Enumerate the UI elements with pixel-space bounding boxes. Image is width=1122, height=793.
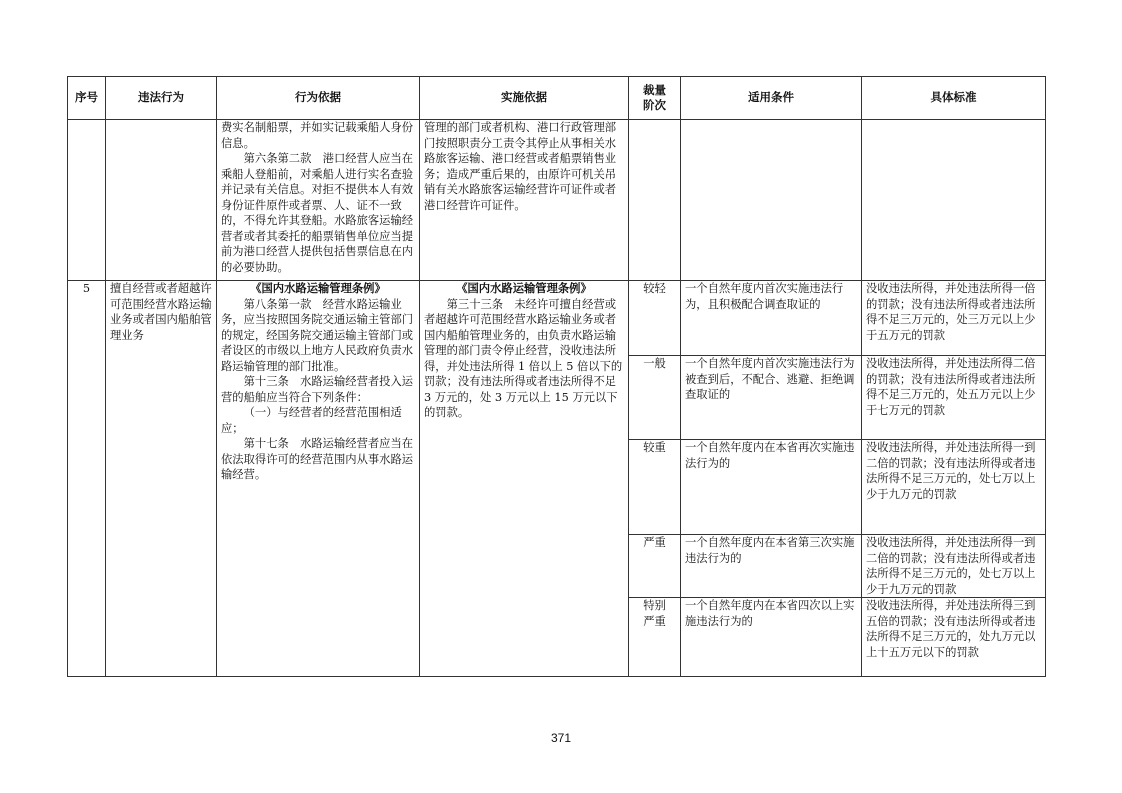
cell-standard: 没收违法所得，并处违法所得三到五倍的罚款；没有违法所得或者违法所得不足三万元的，处九万元以上十五万元以下的罚款 xyxy=(862,598,1046,677)
basis-text: 第十七条 水路运输经营者应当在依法取得许可的经营范围内从事水路运输经营。 xyxy=(221,437,414,481)
cell-condition: 一个自然年度内在本省再次实施违法行为的 xyxy=(681,440,862,535)
impl-text: 第三十三条 未经许可擅自经营或者超越许可范围经营水路运输业务或者国内船舶管理业务的，由负责水路运输管理的部门责令停止经营，没收违法所得，并处违法所得 1 倍以上 5 倍以下的罚款；没有违法所得或者违法所得不足 3 万元的，处 3 万元以上 15 万元以下的罚款。 xyxy=(424,297,623,419)
cell-basis xyxy=(217,281,420,677)
cell-basis-continued xyxy=(217,120,420,281)
basis-title: 《国内水路运输管理条例》 xyxy=(250,281,386,295)
cell-violation-empty xyxy=(106,120,217,281)
level-line1: 特别 xyxy=(643,599,666,612)
cell-level: 较重 xyxy=(629,440,681,535)
basis-text: 第六条第二款 港口经营人应当在乘船人登船前，对乘船人进行实名查验并记录有关信息。对拒不提供本人有效身份证件原件或者票、人、证不一致的，不得允许其登船。水路旅客运输经营者或者其委托的船票销售单位应当提前为港口经营人提供包括售票信息在内的必要协助。 xyxy=(221,152,414,274)
cell-impl-continued xyxy=(420,120,629,281)
header-no: 序号 xyxy=(68,77,106,120)
cell-standard: 没收违法所得，并处违法所得一倍的罚款；没有违法所得或者违法所得不足三万元的，处三万元以上少于五万元的罚款 xyxy=(862,281,1046,356)
impl-title: 《国内水路运输管理条例》 xyxy=(456,281,592,295)
cell-level: 严重 xyxy=(629,535,681,598)
cell-condition: 一个自然年度内首次实施违法行为被查到后，不配合、逃避、拒绝调查取证的 xyxy=(681,356,862,440)
header-impl: 实施依据 xyxy=(420,77,629,120)
cell-standard: 没收违法所得，并处违法所得一到二倍的罚款；没有违法所得或者违法所得不足三万元的，处七万以上少于九万元的罚款 xyxy=(862,440,1046,535)
penalty-table xyxy=(67,76,1046,677)
cell-level xyxy=(629,598,681,677)
header-level-line1: 裁量 xyxy=(643,82,666,97)
header-condition: 适用条件 xyxy=(681,77,862,120)
cell-no: 5 xyxy=(68,281,106,677)
cell-level-empty xyxy=(629,120,681,281)
cell-standard-empty xyxy=(862,120,1046,281)
cell-standard: 没收违法所得，并处违法所得二倍的罚款；没有违法所得或者违法所得不足三万元的，处五万元以上少于七万元的罚款 xyxy=(862,356,1046,440)
basis-text: （一）与经营者的经营范围相适应； xyxy=(221,406,402,435)
impl-text: 管理的部门或者机构、港口行政管理部门按照职责分工责令其停止从事相关水路旅客运输、港口经营或者船票销售业务；造成严重后果的，由原许可机关吊销有关水路旅客运输经营许可证件或者港口经营许可证件。 xyxy=(424,121,617,212)
header-basis: 行为依据 xyxy=(217,77,420,120)
table-header-row xyxy=(68,77,1046,120)
header-level xyxy=(629,77,681,120)
cell-impl xyxy=(420,281,629,677)
header-violation: 违法行为 xyxy=(106,77,217,120)
header-level-line2: 阶次 xyxy=(643,98,666,112)
basis-text: 第八条第一款 经营水路运输业务，应当按照国务院交通运输主管部门的规定，经国务院交通运输主管部门或者设区的市级以上地方人民政府负责水路运输管理的部门批准。 xyxy=(221,297,414,373)
cell-condition: 一个自然年度内在本省第三次实施违法行为的 xyxy=(681,535,862,598)
cell-level: 较轻 xyxy=(629,281,681,356)
cell-no-empty xyxy=(68,120,106,281)
level-line2: 严重 xyxy=(643,614,666,628)
table-row xyxy=(68,281,1046,356)
cell-standard: 没收违法所得，并处违法所得一到二倍的罚款；没有违法所得或者违法所得不足三万元的，处七万以上少于九万元的罚款 xyxy=(862,535,1046,598)
cell-condition: 一个自然年度内在本省四次以上实施违法行为的 xyxy=(681,598,862,677)
header-standard: 具体标准 xyxy=(862,77,1046,120)
cell-condition-empty xyxy=(681,120,862,281)
table-row-continued xyxy=(68,120,1046,281)
cell-violation: 擅自经营或者超越许可范围经营水路运输业务或者国内船舶管理业务 xyxy=(106,281,217,677)
cell-condition: 一个自然年度内首次实施违法行为，且积极配合调查取证的 xyxy=(681,281,862,356)
basis-text: 费实名制船票，并如实记载乘船人身份信息。 xyxy=(221,121,414,150)
page-number: 371 xyxy=(550,731,572,745)
cell-level: 一般 xyxy=(629,356,681,440)
basis-text: 第十三条 水路运输经营者投入运营的船舶应当符合下列条件： xyxy=(221,375,414,404)
